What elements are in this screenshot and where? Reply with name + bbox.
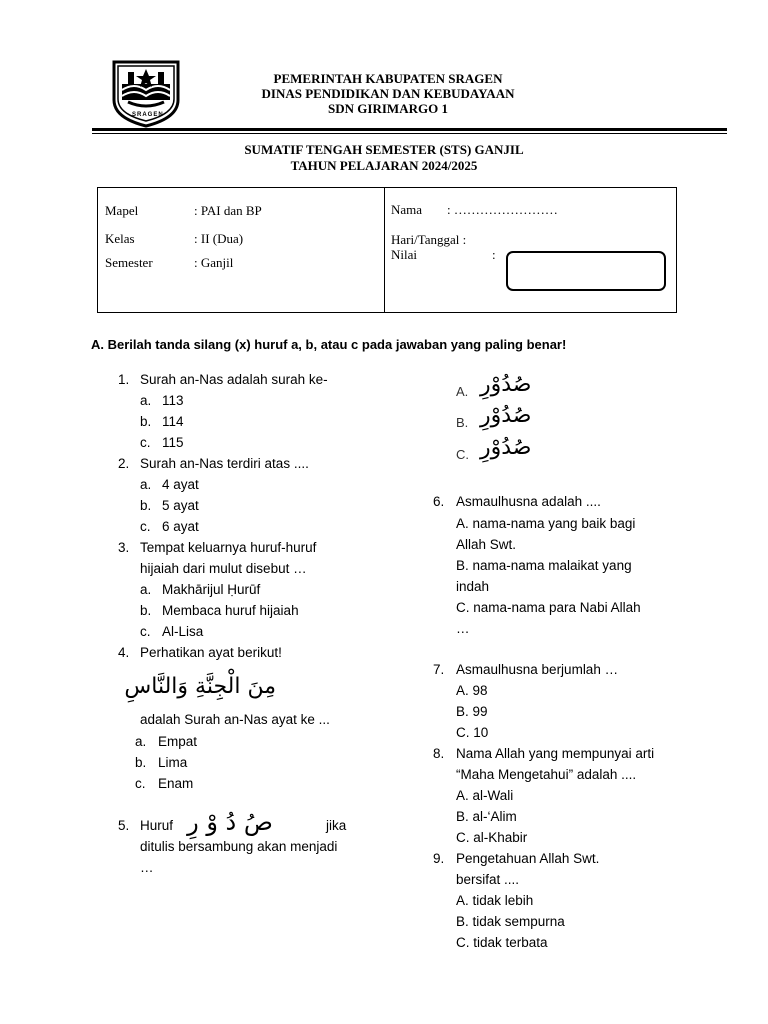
header-rule-thin: [92, 133, 727, 134]
q8-option-a[interactable]: A. al-Wali: [456, 788, 514, 803]
exam-title-line-1: SUMATIF TENGAH SEMESTER (STS) GANJIL: [244, 142, 524, 157]
q6-option-a-line-2: Allah Swt.: [456, 537, 517, 552]
nama-field[interactable]: : ……………………: [447, 202, 558, 217]
student-info-box: [97, 187, 677, 313]
q9-option-b[interactable]: B. tidak sempurna: [456, 914, 565, 929]
question-4-text-line-1: Perhatikan ayat berikut!: [140, 645, 282, 660]
q1-option-b[interactable]: 114: [162, 414, 184, 429]
q4-option-c[interactable]: Enam: [158, 776, 194, 791]
q8-option-b[interactable]: B. al-‘Alim: [456, 809, 517, 824]
q8-option-c[interactable]: C. al-Khabir: [456, 830, 528, 845]
mapel-value: : PAI dan BP: [194, 203, 262, 218]
q6-option-c-line-1[interactable]: C. nama-nama para Nabi Allah: [456, 600, 641, 615]
header-line-1: PEMERINTAH KABUPATEN SRAGEN: [273, 71, 503, 86]
q1-option-c-letter: c.: [140, 435, 151, 450]
question-8-text-line-1: Nama Allah yang mempunyai arti: [456, 746, 655, 761]
q3-option-a-letter: a.: [140, 582, 152, 597]
q4-option-b[interactable]: Lima: [158, 755, 188, 770]
question-5-text-line-3: …: [140, 860, 154, 875]
header-rule-thick: [92, 128, 727, 131]
question-3-text-line-1: Tempat keluarnya huruf-huruf: [140, 540, 317, 555]
section-a-instruction: A. Berilah tanda silang (x) huruf a, b, atau c pada jawaban yang paling benar!: [91, 337, 567, 352]
q2-option-a[interactable]: 4 ayat: [162, 477, 199, 492]
q6-option-c-line-2: …: [456, 621, 470, 636]
question-5-text-jika: jika: [326, 818, 347, 833]
info-divider: [384, 188, 385, 312]
q5-option-a[interactable]: صُدُوْرِ: [480, 372, 532, 397]
question-2-text: Surah an-Nas terdiri atas ....: [140, 456, 309, 471]
q1-option-c[interactable]: 115: [162, 435, 184, 450]
question-2-number: 2.: [118, 456, 130, 471]
question-7-text: Asmaulhusna berjumlah …: [456, 662, 619, 677]
q2-option-b[interactable]: 5 ayat: [162, 498, 199, 513]
q1-option-a-letter: a.: [140, 393, 152, 408]
q4-option-c-letter: c.: [135, 776, 146, 791]
exam-title-line-2: TAHUN PELAJARAN 2024/2025: [290, 158, 478, 173]
nilai-colon: :: [492, 247, 496, 262]
q6-option-b-line-2: indah: [456, 579, 490, 594]
q5-option-c[interactable]: صُدُوْرِ: [480, 435, 532, 460]
q7-option-a[interactable]: A. 98: [456, 683, 488, 698]
question-5-text-line-2: ditulis bersambung akan menjadi: [140, 839, 338, 854]
question-9-text-line-1: Pengetahuan Allah Swt.: [456, 851, 600, 866]
q7-option-b[interactable]: B. 99: [456, 704, 488, 719]
q4-option-a[interactable]: Empat: [158, 734, 198, 749]
nilai-score-box[interactable]: [506, 251, 666, 291]
question-8-number: 8.: [433, 746, 445, 761]
q5-option-c-letter: C.: [456, 447, 469, 462]
nilai-label: Nilai: [391, 247, 417, 262]
question-6-text: Asmaulhusna adalah ....: [456, 494, 601, 509]
q9-option-a[interactable]: A. tidak lebih: [456, 893, 534, 908]
semester-label: Semester: [105, 255, 153, 270]
q1-option-b-letter: b.: [140, 414, 152, 429]
q6-option-b-line-1[interactable]: B. nama-nama malaikat yang: [456, 558, 632, 573]
semester-value: : Ganjil: [194, 255, 234, 270]
question-9-text-line-2: bersifat ....: [456, 872, 520, 887]
q3-option-c-letter: c.: [140, 624, 151, 639]
header-line-3: SDN GIRIMARGO 1: [328, 101, 448, 116]
header-line-2: DINAS PENDIDIKAN DAN KEBUDAYAAN: [261, 86, 515, 101]
q5-option-a-letter: A.: [456, 384, 469, 399]
q4-option-b-letter: b.: [135, 755, 147, 770]
question-1-text: Surah an-Nas adalah surah ke-: [140, 372, 328, 387]
logo-caption: SRAGEN: [132, 112, 164, 118]
q9-option-c[interactable]: C. tidak terbata: [456, 935, 548, 950]
q4-option-a-letter: a.: [135, 734, 147, 749]
mapel-label: Mapel: [105, 203, 139, 218]
q5-arabic-letters: صُ دُ وْ رِ: [187, 808, 273, 836]
q1-option-a[interactable]: 113: [162, 393, 184, 408]
q2-option-c-letter: c.: [140, 519, 151, 534]
question-4-text-line-2: adalah Surah an-Nas ayat ke ...: [140, 712, 330, 727]
kelas-label: Kelas: [105, 231, 135, 246]
q5-option-b-letter: B.: [456, 415, 469, 430]
question-3-number: 3.: [118, 540, 130, 555]
question-7-number: 7.: [433, 662, 445, 677]
q3-option-b-letter: b.: [140, 603, 152, 618]
q3-option-a[interactable]: Makhārijul Ḥurūf: [162, 582, 261, 597]
question-5-text-huruf: Huruf: [140, 818, 174, 833]
q3-option-c[interactable]: Al-Lisa: [162, 624, 204, 639]
q4-arabic-verse: مِنَ الْجِنَّةِ وَالنَّاسِ: [124, 674, 276, 699]
q2-option-b-letter: b.: [140, 498, 152, 513]
district-logo: [108, 60, 184, 128]
q3-option-b[interactable]: Membaca huruf hijaiah: [162, 603, 299, 618]
question-9-number: 9.: [433, 851, 445, 866]
kelas-value: : II (Dua): [194, 231, 244, 246]
q2-option-c[interactable]: 6 ayat: [162, 519, 199, 534]
q2-option-a-letter: a.: [140, 477, 152, 492]
question-3-text-line-2: hijaiah dari mulut disebut …: [140, 561, 307, 576]
question-6-number: 6.: [433, 494, 445, 509]
q7-option-c[interactable]: C. 10: [456, 725, 489, 740]
q5-option-b[interactable]: صُدُوْرِ: [480, 403, 532, 428]
institution-header: [200, 71, 576, 116]
question-4-number: 4.: [118, 645, 130, 660]
nama-label: Nama: [391, 202, 423, 217]
question-1-number: 1.: [118, 372, 130, 387]
hari-tanggal-label: Hari/Tanggal :: [391, 232, 467, 247]
question-8-text-line-2: “Maha Mengetahui” adalah ....: [456, 767, 637, 782]
exam-title: [120, 142, 648, 174]
q6-option-a-line-1[interactable]: A. nama-nama yang baik bagi: [456, 516, 636, 531]
question-5-number: 5.: [118, 818, 130, 833]
